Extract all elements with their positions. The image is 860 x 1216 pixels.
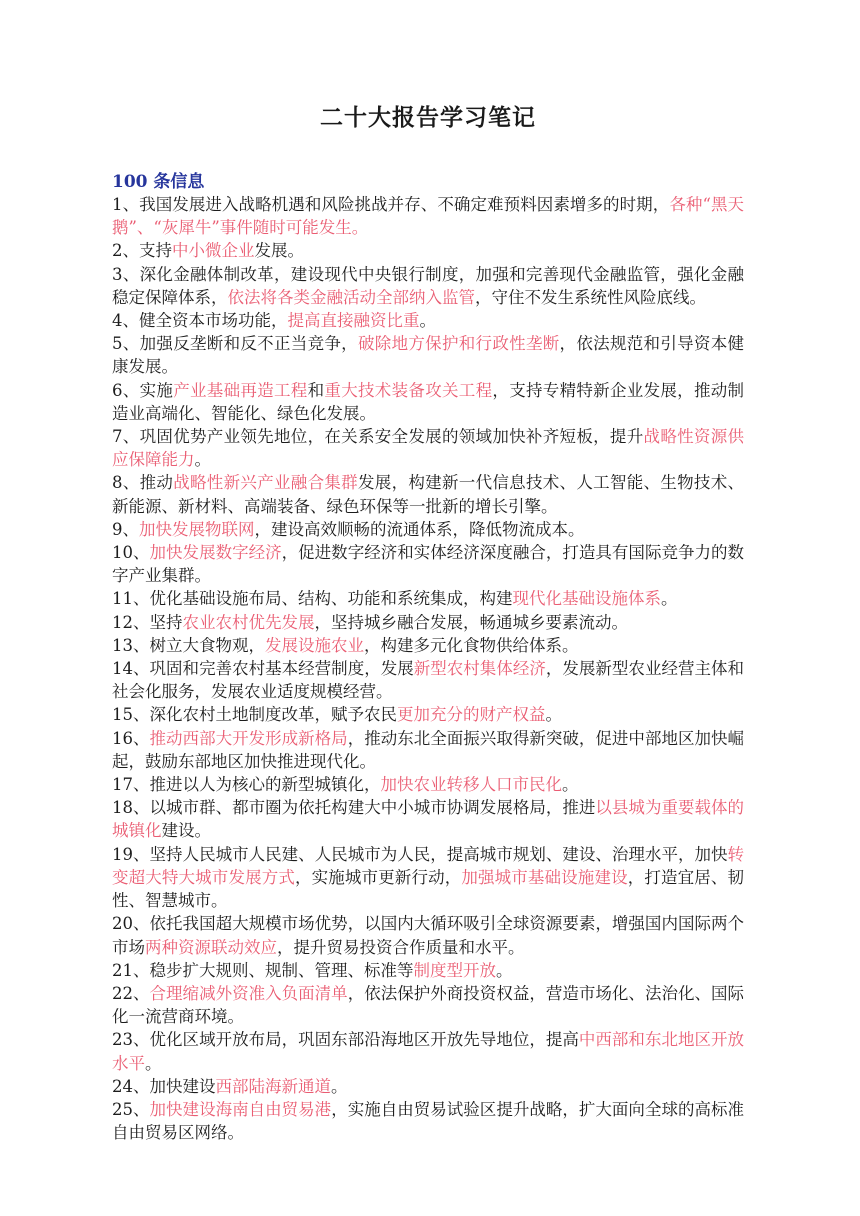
text-run: 建设。 [161,821,211,841]
list-item [112,1028,744,1074]
text-run: 以城市群、都市圈为依托构建大中小城市协调发展格局，推进 [149,798,596,818]
highlighted-text-run: 现代化基础设施体系 [512,589,661,609]
highlighted-text-run: 破除地方保护和行政性垄断 [357,334,560,354]
list-item [112,332,744,378]
list-item [112,379,744,425]
highlighted-text-run: 产业基础再造工程 [173,380,308,400]
list-item [112,982,744,1028]
list-item-number: 11、 [112,589,150,609]
text-run: 推进以人为核心的新型城镇化， [149,775,381,795]
highlighted-text-run: 中小微企业 [172,241,255,261]
list-item-number: 7、 [112,427,140,447]
list-item-number: 16、 [112,728,150,748]
text-run: ，发展新型农业经营主体和社会化服务，发展农业适度规模经营。 [112,659,745,702]
text-run: 巩固和完善农村基本经营制度，发展 [149,659,414,679]
text-run: ，打造宜居、韧性、智慧城市。 [112,867,745,911]
highlighted-text-run: 依法将各类金融活动全部纳入监管 [227,287,475,307]
list-item [112,657,744,703]
list-item-number: 21、 [112,960,150,980]
highlighted-text-run: 中西部和东北地区开放水平 [112,1030,745,1073]
list-item-number: 5、 [112,334,140,354]
text-run: 坚持人民城市人民建、人民城市为人民，提高城市规划、建设、治理水平，加快 [149,844,728,864]
highlighted-text-run: 更加充分的财产权益 [397,705,546,725]
list-item-number: 19、 [112,844,150,864]
list-item [112,843,744,913]
highlighted-text-run: 加快发展物联网 [139,519,255,539]
list-item [112,959,744,982]
list-item [112,193,744,239]
text-run: 和 [307,380,325,400]
highlighted-text-run: 以县城为重要载体的城镇化 [112,798,745,841]
list-item-number: 1、 [112,195,140,214]
list-item [112,425,744,471]
list-item [112,518,744,541]
list-item-number: 14、 [112,659,150,679]
list-item [112,263,744,309]
text-run: 。 [562,775,579,795]
highlighted-text-run: 战略性新兴产业融合集群 [173,473,358,493]
text-run: 依托我国超大规模市场优势，以国内大循环吸引全球资源要素，增强国内国际两个市场 [112,914,745,957]
text-run: 健全资本市场功能， [139,311,288,331]
text-run: 深化农村土地制度改革，赋予农民 [149,705,397,725]
text-run: 坚持 [149,612,183,632]
list-item [112,309,744,332]
text-run: 深化金融体制改革，建设现代中央银行制度，加强和完善现代金融监管，强化金融稳定保障体系， [112,264,744,307]
text-run: ，实施城市更新行动， [295,867,462,887]
text-run: 巩固优势产业领先地位，在关系安全发展的领域加快补齐短板，提升 [139,427,644,447]
section-heading: 100 条信息 [112,172,205,192]
highlighted-text-run: 发展设施农业 [265,635,364,655]
text-run: 加强反垄断和反不正当竞争， [139,334,358,354]
list-item [112,239,744,262]
text-run: 。 [194,450,211,470]
highlighted-text-run: 加强城市基础设施建设 [461,867,628,887]
numbered-item-list [112,193,744,1144]
text-run: 发展。 [254,241,304,261]
text-run: 树立大食物观， [149,635,265,655]
highlighted-text-run: 农业农村优先发展 [182,612,315,632]
text-run: 。 [545,705,562,725]
highlighted-text-run: 转变超大特大城市发展方式 [112,844,745,887]
text-run: ，守住不发生系统性风险底线。 [475,287,706,307]
highlighted-text-run: 加快农业转移人口市民化 [380,775,562,795]
list-item-number: 3、 [112,264,140,284]
text-run: ，支持专精特新企业发展，推动制造业高端化、智能化、绿色化发展。 [112,380,745,423]
list-item-number: 9、 [112,519,139,539]
text-run: ，提升贸易投资合作质量和水平。 [277,937,525,957]
list-item [112,912,744,958]
text-run: ，建设高效顺畅的流通体系，降低物流成本。 [254,519,585,539]
text-run: 实施 [139,380,174,400]
list-item-number: 18、 [112,798,150,818]
highlighted-text-run: 加快建设海南自由贸易港 [149,1099,332,1119]
text-run: 我国发展进入战略机遇和风险挑战并存、不确定难预料因素增多的时期， [139,195,670,214]
text-run: 推动 [139,473,174,493]
list-item [112,1075,744,1098]
highlighted-text-run: 加快发展数字经济 [149,543,282,563]
list-item-number: 15、 [112,705,150,725]
text-run: ，构建多元化食物供给体系。 [364,635,579,655]
document-body [112,0,744,1144]
list-item [112,587,744,610]
highlighted-text-run: 推动西部大开发形成新格局 [149,728,348,748]
list-item-number: 2、 [112,241,139,261]
list-item-number: 12、 [112,612,150,632]
list-item [112,1098,744,1144]
list-item-number: 4、 [112,311,139,331]
highlighted-text-run: 西部陆海新通道 [215,1076,331,1096]
list-item [112,634,744,657]
list-item-number: 23、 [112,1030,150,1050]
list-item [112,611,744,634]
list-item-number: 24、 [112,1076,150,1096]
highlighted-text-run: 合理缩减外资准入负面清单 [149,983,348,1003]
text-run: ，实施自由贸易试验区提升战略，扩大面向全球的高标准自由贸易区网络。 [112,1099,745,1143]
list-item-number: 13、 [112,635,150,655]
list-item-number: 17、 [112,775,150,795]
highlighted-text-run: 重大技术装备攻关工程 [324,380,493,400]
page-title: 二十大报告学习笔记 [320,105,536,131]
text-run: ，依法规范和引导资本健康发展。 [112,334,745,377]
highlighted-text-run: 提高直接融资比重 [287,311,420,331]
text-run: ，坚持城乡融合发展，畅通城乡要素流动。 [314,612,628,632]
highlighted-text-run: 新型农村集体经济 [413,659,546,679]
text-run: 支持 [139,241,172,261]
text-run: ，推动东北全面振兴取得新突破，促进中部地区加快崛起，鼓励东部地区加快推进现代化。 [112,728,745,771]
list-item-number: 22、 [112,983,150,1003]
list-item [112,471,744,517]
text-run: 。 [331,1076,348,1096]
list-item [112,727,744,773]
text-run: ，促进数字经济和实体经济深度融合，打造具有国际竞争力的数字产业集群。 [112,543,745,586]
text-run: ，依法保护外商投资权益，营造市场化、法治化、国际化一流营商环境。 [112,983,745,1027]
list-item-number: 8、 [112,473,140,493]
list-item-number: 20、 [112,914,150,934]
text-run: 。 [496,960,513,980]
list-item-number: 25、 [112,1099,150,1119]
text-run: 优化基础设施布局、结构、功能和系统集成，构建 [149,589,513,609]
text-run: 发展，构建新一代信息技术、人工智能、生物技术、新能源、新材料、高端装备、绿色环保等一批新的增长引擎。 [112,473,745,516]
list-item-number: 10、 [112,543,150,563]
text-run: 。 [145,1053,162,1073]
highlighted-text-run: 战略性资源供应保障能力 [112,427,745,470]
list-item [112,773,744,796]
highlighted-text-run: 制度型开放 [413,960,496,980]
text-run: 。 [419,311,436,331]
list-item-number: 6、 [112,380,140,400]
text-run: 优化区域开放布局，巩固东部沿海地区开放先导地位，提高 [149,1030,579,1050]
list-item [112,703,744,726]
highlighted-text-run: 两种资源联动效应 [145,937,277,957]
highlighted-text-run: 各种“黑天鹅”、“灰犀牛”事件随时可能发生。 [112,195,745,238]
text-run: 稳步扩大规则、规制、管理、标准等 [149,960,414,980]
list-item [112,796,744,842]
text-run: 加快建设 [149,1076,216,1096]
list-item [112,541,744,587]
text-run: 。 [661,589,678,609]
